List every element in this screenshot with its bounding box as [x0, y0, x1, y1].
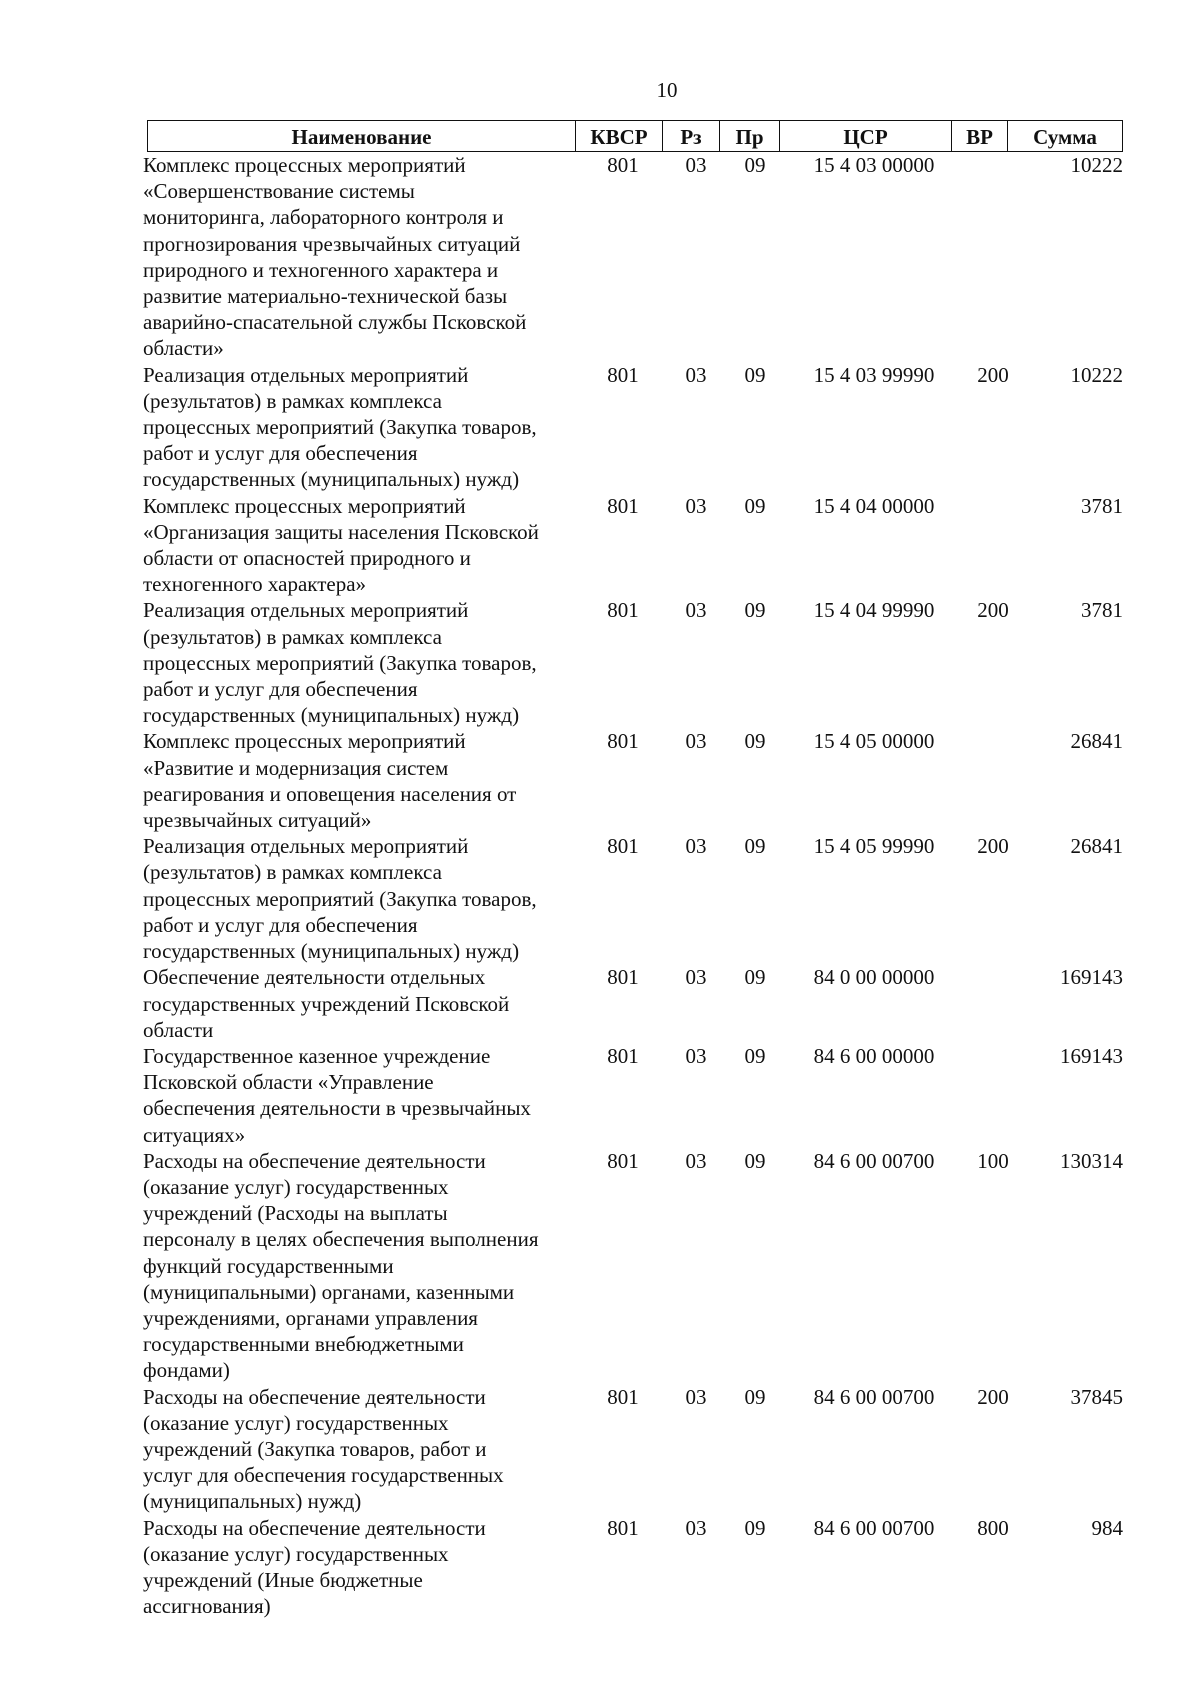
row-name — [143, 964, 563, 1043]
row-rz: 03 — [685, 965, 707, 990]
row-pr: 09 — [744, 598, 766, 623]
row-kvsr: 801 — [607, 153, 639, 177]
row-kvsr: 801 — [607, 493, 639, 518]
row-name-line: государственных (муниципальных) нужд) — [143, 703, 520, 728]
row-name-line: области от опасностей природного и — [143, 546, 471, 571]
row-csr: 15 4 05 00000 — [813, 729, 935, 754]
row-kvsr: 801 — [607, 1384, 639, 1409]
row-name-line: (оказание услуг) государственных — [143, 1541, 449, 1566]
row-name — [143, 1384, 563, 1515]
row-name-line: услуг для обеспечения государственных — [143, 1463, 504, 1488]
row-vr: 200 — [977, 834, 1009, 859]
row-name-line: Реализация отдельных мероприятий — [143, 362, 469, 387]
row-rz: 03 — [685, 153, 707, 177]
row-name-line: Комплекс процессных мероприятий — [143, 729, 466, 754]
row-vr: 800 — [977, 1515, 1009, 1540]
row-name-line: (муниципальных) нужд) — [143, 1489, 362, 1514]
row-kvsr: 801 — [607, 834, 639, 859]
row-name — [143, 597, 563, 728]
row-name-line: области — [143, 1017, 214, 1042]
row-name-line: (результатов) в рамках комплекса — [143, 860, 442, 885]
row-name-line: реагирования и оповещения населения от — [143, 781, 517, 806]
row-rz: 03 — [685, 362, 707, 387]
row-pr: 09 — [744, 729, 766, 754]
row-csr: 15 4 03 00000 — [813, 153, 935, 177]
row-csr: 84 6 00 00000 — [813, 1043, 935, 1068]
row-name-line: процессных мероприятий (Закупка товаров, — [143, 415, 537, 440]
row-name-line: государственных (муниципальных) нужд) — [143, 939, 520, 964]
row-name — [143, 362, 563, 493]
row-name-line: ассигнования) — [143, 1594, 271, 1619]
row-name-line: Расходы на обеспечение деятельности — [143, 1384, 486, 1409]
row-name-line: «Организация защиты населения Псковской — [143, 519, 539, 544]
row-pr: 09 — [744, 493, 766, 518]
row-name-line: «Совершенствование системы — [143, 179, 415, 204]
table-row — [143, 1148, 1123, 1384]
row-kvsr: 801 — [607, 598, 639, 623]
row-sum: 130314 — [1060, 1148, 1123, 1173]
row-name-line: государственных (муниципальных) нужд) — [143, 467, 520, 492]
row-name-line: государственных учреждений Псковской — [143, 991, 510, 1016]
row-name-line: Обеспечение деятельности отдельных — [143, 965, 486, 990]
row-name-line: учреждений (Закупка товаров, работ и — [143, 1436, 487, 1461]
table-row — [143, 493, 1123, 598]
row-name-line: Комплекс процессных мероприятий — [143, 153, 466, 177]
row-name-line: работ и услуг для обеспечения — [143, 441, 418, 466]
row-name-line: (муниципальными) органами, казенными — [143, 1279, 515, 1304]
header-pr: Пр — [719, 121, 779, 151]
row-name-line: (оказание услуг) государственных — [143, 1174, 449, 1199]
header-kvsr: КВСР — [575, 121, 662, 151]
row-kvsr: 801 — [607, 729, 639, 754]
row-name-line: Реализация отдельных мероприятий — [143, 834, 469, 859]
row-name-line: Псковской области «Управление — [143, 1070, 434, 1095]
row-kvsr: 801 — [607, 1148, 639, 1173]
row-name-line: процессных мероприятий (Закупка товаров, — [143, 886, 537, 911]
table-row — [143, 964, 1123, 1043]
row-sum: 37845 — [1070, 1384, 1123, 1409]
row-name-line: ситуациях» — [143, 1122, 246, 1147]
row-csr: 84 6 00 00700 — [813, 1148, 935, 1173]
row-csr: 15 4 04 99990 — [813, 598, 935, 623]
row-kvsr: 801 — [607, 1515, 639, 1540]
row-vr: 200 — [977, 362, 1009, 387]
row-csr: 84 6 00 00700 — [813, 1515, 935, 1540]
table-row — [143, 728, 1123, 833]
header-vr: ВР — [951, 121, 1007, 151]
row-name-line: техногенного характера» — [143, 572, 367, 597]
row-name-line: работ и услуг для обеспечения — [143, 912, 418, 937]
row-pr: 09 — [744, 1515, 766, 1540]
row-name-line: развитие материально-технической базы — [143, 284, 508, 309]
row-rz: 03 — [685, 493, 707, 518]
row-sum: 169143 — [1060, 965, 1123, 990]
row-name-line: функций государственными — [143, 1253, 394, 1278]
row-pr: 09 — [744, 1384, 766, 1409]
row-name-line: «Развитие и модернизация систем — [143, 755, 449, 780]
row-pr: 09 — [744, 834, 766, 859]
row-sum: 10222 — [1070, 153, 1123, 177]
row-name-line: фондами) — [143, 1358, 230, 1383]
row-name-line: персоналу в целях обеспечения выполнения — [143, 1227, 539, 1252]
row-name-line: Комплекс процессных мероприятий — [143, 493, 466, 518]
row-name — [143, 728, 563, 833]
row-name-line: (результатов) в рамках комплекса — [143, 624, 442, 649]
row-name-line: чрезвычайных ситуаций» — [143, 808, 372, 833]
table-row — [143, 833, 1123, 964]
row-name — [143, 1043, 563, 1148]
row-rz: 03 — [685, 598, 707, 623]
row-name-line: Расходы на обеспечение деятельности — [143, 1515, 486, 1540]
row-sum: 984 — [1091, 1515, 1123, 1540]
table-row — [143, 1515, 1123, 1620]
table-row — [143, 1043, 1123, 1148]
row-name-line: области» — [143, 336, 224, 361]
row-sum: 26841 — [1070, 729, 1123, 754]
row-name-line: природного и техногенного характера и — [143, 257, 499, 282]
row-name — [143, 1515, 563, 1620]
row-rz: 03 — [685, 1148, 707, 1173]
row-name-line: учреждений (Расходы на выплаты — [143, 1201, 448, 1226]
row-name-line: учреждений (Иные бюджетные — [143, 1567, 423, 1592]
header-rz: Рз — [662, 121, 719, 151]
row-name-line: обеспечения деятельности в чрезвычайных — [143, 1096, 531, 1121]
row-name-line: (оказание услуг) государственных — [143, 1410, 449, 1435]
row-csr: 15 4 04 00000 — [813, 493, 935, 518]
row-sum: 10222 — [1070, 362, 1123, 387]
row-rz: 03 — [685, 1043, 707, 1068]
row-kvsr: 801 — [607, 362, 639, 387]
row-sum: 3781 — [1081, 598, 1123, 623]
row-rz: 03 — [685, 729, 707, 754]
row-csr: 84 6 00 00700 — [813, 1384, 935, 1409]
row-name-line: Реализация отдельных мероприятий — [143, 598, 469, 623]
row-vr: 200 — [977, 598, 1009, 623]
row-pr: 09 — [744, 153, 766, 177]
row-pr: 09 — [744, 965, 766, 990]
row-name-line: мониторинга, лабораторного контроля и — [143, 205, 504, 230]
row-name-line: аварийно-спасательной службы Псковской — [143, 310, 527, 335]
row-name — [143, 833, 563, 964]
row-vr: 200 — [977, 1384, 1009, 1409]
row-rz: 03 — [685, 1384, 707, 1409]
row-sum: 3781 — [1081, 493, 1123, 518]
table-header — [147, 120, 1123, 152]
row-kvsr: 801 — [607, 1043, 639, 1068]
row-sum: 169143 — [1060, 1043, 1123, 1068]
row-vr: 100 — [977, 1148, 1009, 1173]
header-sum: Сумма — [1007, 121, 1123, 151]
row-name-line: процессных мероприятий (Закупка товаров, — [143, 650, 537, 675]
table-row — [143, 1384, 1123, 1515]
page-number: 10 — [656, 78, 678, 102]
table-row — [143, 362, 1123, 493]
row-name-line: учреждениями, органами управления — [143, 1305, 478, 1330]
row-csr: 15 4 03 99990 — [813, 362, 935, 387]
row-pr: 09 — [744, 1043, 766, 1068]
row-pr: 09 — [744, 362, 766, 387]
row-name-line: (результатов) в рамках комплекса — [143, 388, 442, 413]
row-name-line: государственными внебюджетными — [143, 1332, 464, 1357]
row-rz: 03 — [685, 834, 707, 859]
table-body — [143, 152, 1123, 1619]
row-name-line: прогнозирования чрезвычайных ситуаций — [143, 231, 521, 256]
row-name — [143, 152, 563, 362]
row-name — [143, 1148, 563, 1384]
row-csr: 84 0 00 00000 — [813, 965, 935, 990]
row-name — [143, 493, 563, 598]
row-name-line: Государственное казенное учреждение — [143, 1043, 491, 1068]
row-csr: 15 4 05 99990 — [813, 834, 935, 859]
header-name: Наименование — [147, 121, 575, 151]
row-kvsr: 801 — [607, 965, 639, 990]
row-pr: 09 — [744, 1148, 766, 1173]
header-csr: ЦСР — [779, 121, 951, 151]
row-rz: 03 — [685, 1515, 707, 1540]
table-row — [143, 597, 1123, 728]
row-sum: 26841 — [1070, 834, 1123, 859]
row-name-line: работ и услуг для обеспечения — [143, 677, 418, 702]
row-name-line: Расходы на обеспечение деятельности — [143, 1148, 486, 1173]
table-row — [143, 152, 1123, 362]
